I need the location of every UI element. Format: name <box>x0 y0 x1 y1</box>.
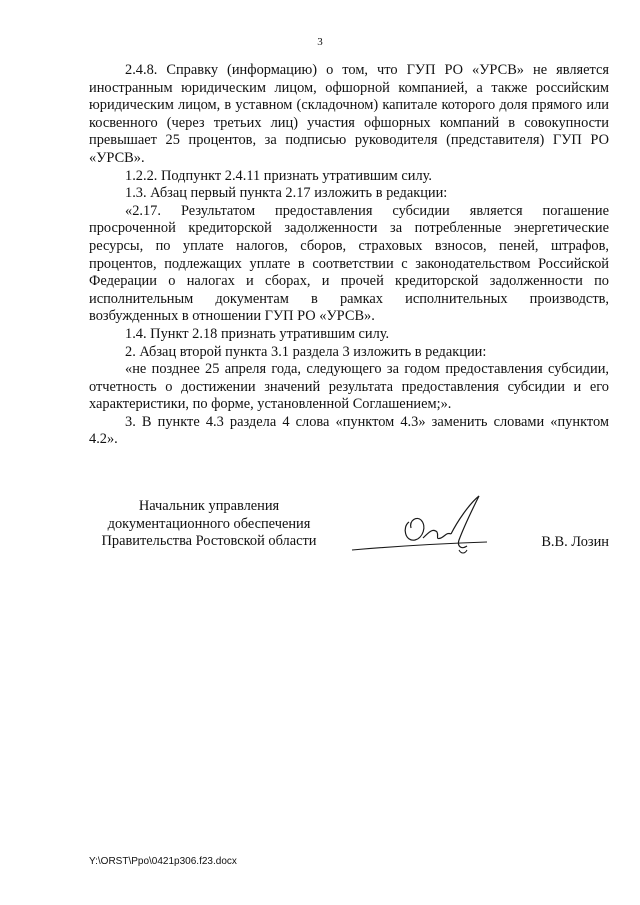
paragraph-1-2-2: 1.2.2. Подпункт 2.4.11 признать утратившим силу. <box>125 167 433 184</box>
paragraph-2: 2. Абзац второй пункта 3.1 раздела 3 изложить в редакции: <box>125 343 487 360</box>
file-path: Y:\ORST\Ppo\0421p306.f23.docx <box>89 856 237 867</box>
page-number: 3 <box>317 36 323 48</box>
signatory-title-line: Правительства Ростовской области <box>101 533 317 550</box>
paragraph-1-3: 1.3. Абзац первый пункта 2.17 изложить в редакции: <box>125 185 448 202</box>
handwritten-signature <box>347 492 497 564</box>
signatory-name: В.В. Лозин <box>541 534 609 550</box>
signatory-title-line: Начальник управления <box>138 498 280 514</box>
signatory-title <box>89 498 329 551</box>
paragraph-3-1-quote: «не позднее 25 апреля года, следующего за годом предоставления субсидии, отчетность о достижении значений результата предоставления субсидии и его характеристики, по форме, установленной Соглашением;». <box>89 361 609 413</box>
paragraph-3: 3. В пункте 4.3 раздела 4 слова «пунктом 4.3» заменить словами «пунктом 4.2». <box>89 413 609 448</box>
document-body <box>89 62 609 449</box>
signature-block <box>89 498 609 578</box>
paragraph-2-17-quote: «2.17. Результатом предоставления субсидии является погашение просроченной кредиторской задолженности за потребленные энергетические ресурсы, по уплате налогов, сборов, страховых взносов, пеней, штрафов, процентов, подлежащих уплате в соответствии с законодательством Российской Федерации о налогах и сборах, и прочей кредиторской задолженности по исполнительным документам в рамках исполнительных производств, возбужденных в отношении ГУП РО «УРСВ». <box>89 202 609 325</box>
signatory-title-line: документационного обеспечения <box>107 515 311 532</box>
paragraph-1-4: 1.4. Пункт 2.18 признать утратившим силу. <box>125 325 390 342</box>
paragraph-2-4-8: 2.4.8. Справку (информацию) о том, что ГУП РО «УРСВ» не является иностранным юридическим лицом, офшорной компанией, а также российским юридическим лицом, в уставном (складочном) капитале которого доля прямого или косвенного (через третьих лиц) участия офшорных компаний в совокупности превышает 25 процентов, за подписью руководителя (представителя) ГУП РО «УРСВ». <box>89 62 609 166</box>
